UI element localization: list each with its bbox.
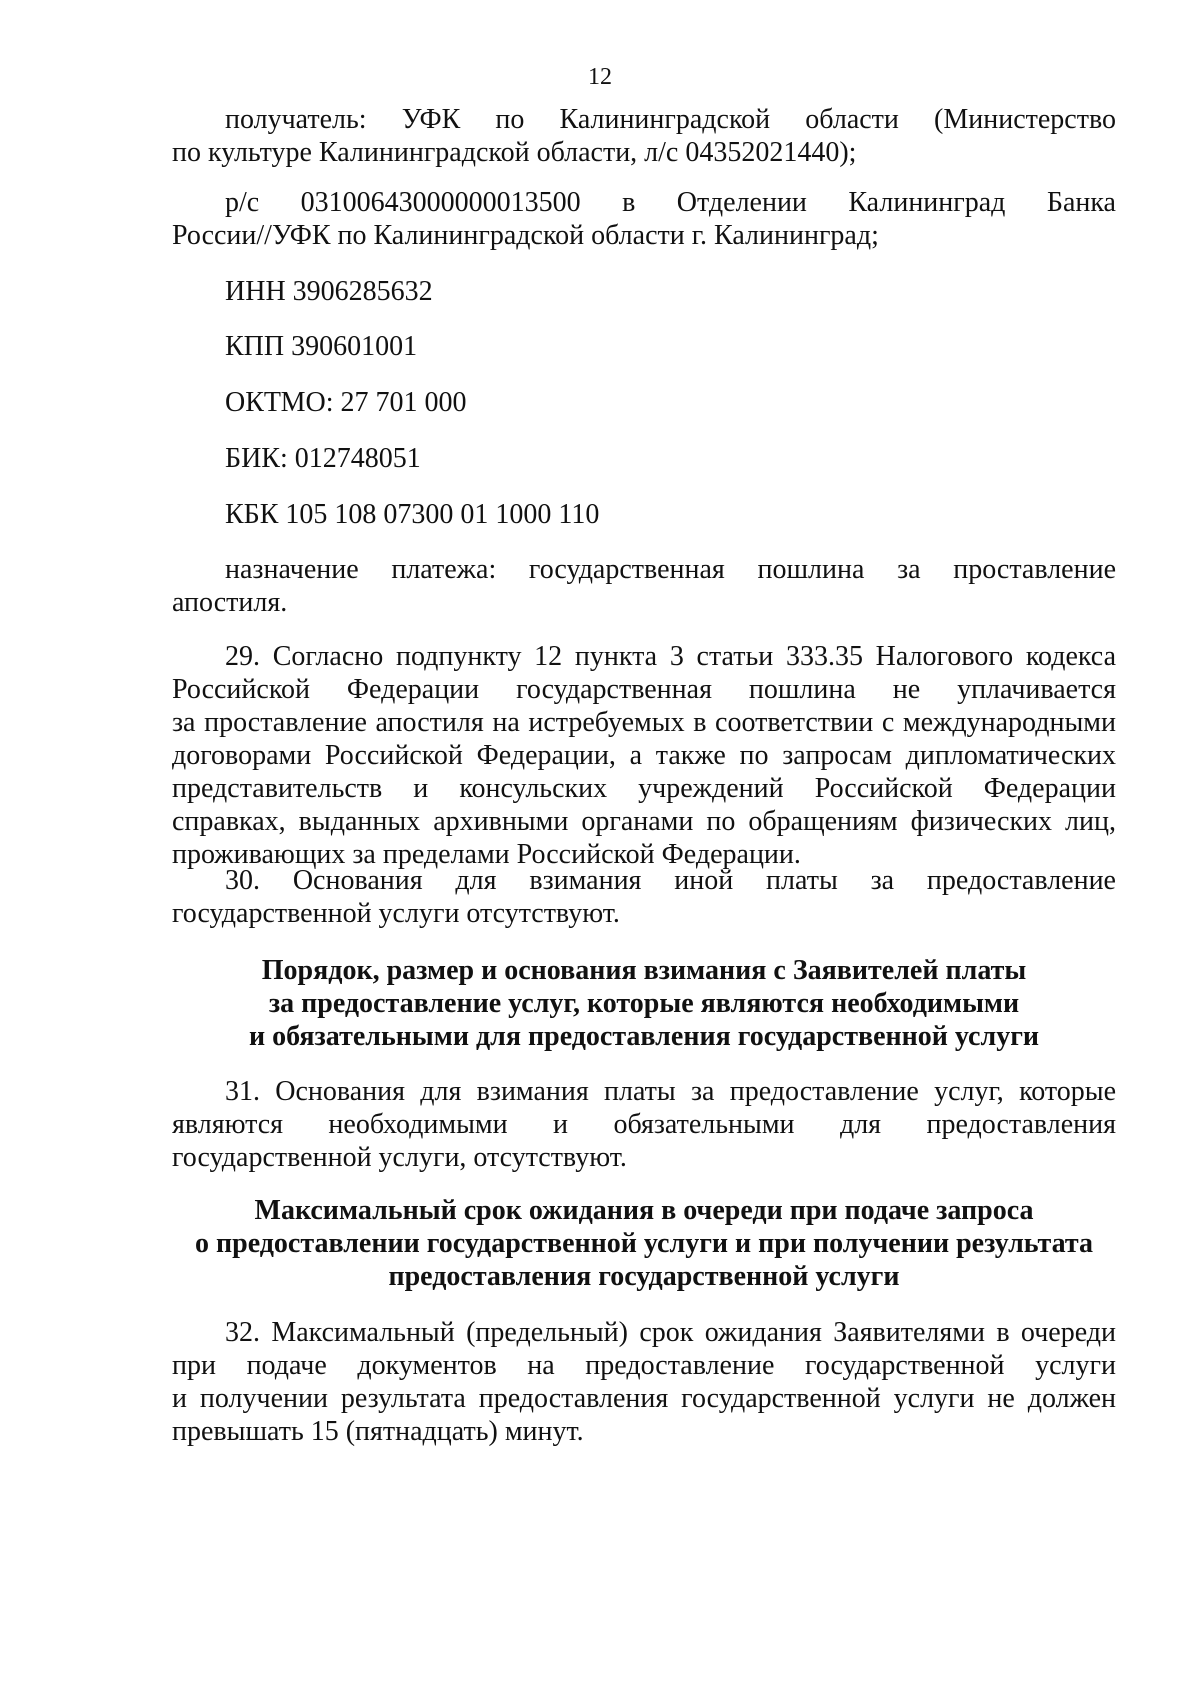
p30-line-2: государственной услуги отсутствуют. xyxy=(172,898,620,929)
recipient-paragraph xyxy=(172,103,1116,169)
paragraph-30 xyxy=(172,864,1116,930)
bik-line: БИК: 012748051 xyxy=(225,443,421,474)
heading2-line-3: предоставления государственной услуги xyxy=(388,1261,900,1292)
p29-line-6: справках, выданных архивными органами по обращениям физических лиц, xyxy=(172,806,1116,837)
heading2-line-1: Максимальный срок ожидания в очереди при подаче запроса xyxy=(254,1195,1034,1226)
account-paragraph xyxy=(172,186,1116,252)
kpp-line: КПП 390601001 xyxy=(225,331,418,362)
section-heading-fees xyxy=(172,954,1116,1053)
p32-line-2: при подаче документов на предоставление государственной услуги xyxy=(172,1350,1116,1381)
p29-line-2: Российской Федерации государственная пошлина не уплачивается xyxy=(172,674,1116,705)
p31-line-1: 31. Основания для взимания платы за предоставление услуг, которые xyxy=(225,1076,1116,1107)
p32-line-3: и получении результата предоставления государственной услуги не должен xyxy=(172,1383,1116,1414)
p29-line-3: за проставление апостиля на истребуемых в соответствии с международными xyxy=(172,707,1116,738)
p31-line-2: являются необходимыми и обязательными для предоставления xyxy=(172,1109,1116,1140)
heading2-line-2: о предоставлении государственной услуги и при получении результата xyxy=(195,1228,1093,1259)
paragraph-31 xyxy=(172,1075,1116,1174)
p30-line-1: 30. Основания для взимания иной платы за предоставление xyxy=(225,865,1116,896)
p29-line-5: представительств и консульских учреждений Российской Федерации xyxy=(172,773,1116,804)
purpose-paragraph xyxy=(172,553,1116,619)
heading1-line-1: Порядок, размер и основания взимания с Заявителей платы xyxy=(261,955,1027,986)
p29-line-1: 29. Согласно подпункту 12 пункта 3 статьи 333.35 Налогового кодекса xyxy=(225,641,1116,672)
heading1-line-2: за предоставление услуг, которые являются необходимыми xyxy=(268,988,1020,1019)
p32-line-4: превышать 15 (пятнадцать) минут. xyxy=(172,1416,584,1447)
recipient-line-1: получатель: УФК по Калининградской области (Министерство xyxy=(225,104,1116,135)
p29-line-4: договорами Российской Федерации, а также по запросам дипломатических xyxy=(172,740,1116,771)
page-number: 12 xyxy=(588,64,612,90)
account-line-2: России//УФК по Калининградской области г. Калининград; xyxy=(172,220,879,251)
account-line-1: р/с 03100643000000013500 в Отделении Калининград Банка xyxy=(225,187,1116,218)
purpose-line-2: апостиля. xyxy=(172,587,288,618)
p31-line-3: государственной услуги, отсутствуют. xyxy=(172,1142,627,1173)
purpose-line-1: назначение платежа: государственная пошлина за проставление xyxy=(225,554,1116,585)
kbk-line: КБК 105 108 07300 01 1000 110 xyxy=(225,499,600,530)
heading1-line-3: и обязательными для предоставления государственной услуги xyxy=(248,1021,1040,1052)
p29-line-7: проживающих за пределами Российской Федерации. xyxy=(172,839,801,870)
paragraph-32 xyxy=(172,1316,1116,1448)
paragraph-29 xyxy=(172,640,1116,871)
p32-line-1: 32. Максимальный (предельный) срок ожидания Заявителями в очереди xyxy=(225,1317,1116,1348)
recipient-line-2: по культуре Калининградской области, л/с 04352021440); xyxy=(172,137,857,168)
oktmo-line: ОКТМО: 27 701 000 xyxy=(225,387,467,418)
inn-line: ИНН 3906285632 xyxy=(225,276,433,307)
section-heading-waiting-time xyxy=(172,1194,1116,1293)
